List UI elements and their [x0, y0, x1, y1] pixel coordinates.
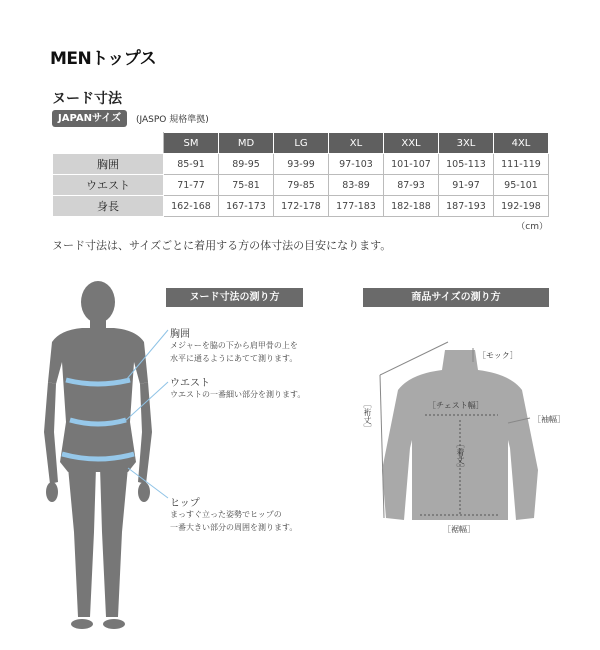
chest-desc-line2: 水平に通るようにあてて測ります。 — [170, 354, 298, 363]
table-cell: 192-198 — [494, 196, 549, 217]
table-cell: 95-101 — [494, 175, 549, 196]
size-header-row — [53, 133, 549, 154]
mock-label: ［モック］ — [478, 351, 518, 360]
body-length-label: ［着丈］ — [456, 440, 465, 472]
hip-label: ヒップ — [170, 498, 200, 509]
corner-cell — [53, 133, 164, 154]
size-col-header: SM — [164, 133, 219, 154]
table-cell: 162-168 — [164, 196, 219, 217]
table-cell: 89-95 — [219, 154, 274, 175]
table-cell: 79-85 — [274, 175, 329, 196]
waist-desc: ウエストの一番細い部分を測ります。 — [170, 390, 306, 399]
section-title: ヌード寸法 — [52, 91, 122, 107]
hip-desc-line2: 一番大きい部分の周囲を測ります。 — [170, 523, 298, 532]
measure-leader-lines — [120, 320, 175, 520]
chest-width-label: ［チェスト幅］ — [428, 401, 484, 410]
sleeve-length-label: ［裄丈］ — [363, 400, 372, 432]
nude-measure-header: ヌード寸法の測り方 — [166, 288, 303, 307]
table-row — [53, 196, 549, 217]
size-col-header: 3XL — [439, 133, 494, 154]
size-col-header: 4XL — [494, 133, 549, 154]
table-cell: 111-119 — [494, 154, 549, 175]
table-cell: 105-113 — [439, 154, 494, 175]
size-col-header: XXL — [384, 133, 439, 154]
hem-width-label: ［裾幅］ — [443, 525, 475, 534]
table-row — [53, 175, 549, 196]
waist-label: ウエスト — [170, 378, 210, 389]
table-cell: 93-99 — [274, 154, 329, 175]
row-header-waist: ウエスト — [53, 175, 164, 196]
table-cell: 87-93 — [384, 175, 439, 196]
hip-desc-line1: まっすぐ立った姿勢でヒップの — [170, 510, 282, 519]
table-cell: 75-81 — [219, 175, 274, 196]
table-cell: 83-89 — [329, 175, 384, 196]
size-table — [52, 132, 549, 217]
unit-label: （cm） — [516, 222, 548, 232]
chest-label: 胸囲 — [170, 329, 190, 340]
row-header-height: 身長 — [53, 196, 164, 217]
table-cell: 182-188 — [384, 196, 439, 217]
table-cell: 187-193 — [439, 196, 494, 217]
table-cell: 167-173 — [219, 196, 274, 217]
table-cell: 177-183 — [329, 196, 384, 217]
table-cell: 101-107 — [384, 154, 439, 175]
size-col-header: XL — [329, 133, 384, 154]
table-cell: 97-103 — [329, 154, 384, 175]
size-col-header: MD — [219, 133, 274, 154]
row-header-chest: 胸囲 — [53, 154, 164, 175]
sleeve-width-label: ［袖幅］ — [533, 415, 565, 424]
table-row — [53, 154, 549, 175]
size-standard-note: (JASPO 規格準拠) — [136, 115, 209, 125]
chest-desc-line1: メジャーを脇の下から肩甲骨の上を — [170, 341, 298, 350]
table-cell: 91-97 — [439, 175, 494, 196]
size-standard-badge: JAPANサイズ — [52, 110, 127, 127]
nude-size-note: ヌード寸法は、サイズごとに着用する方の体寸法の目安になります。 — [52, 239, 392, 252]
product-measure-header: 商品サイズの測り方 — [363, 288, 549, 307]
table-cell: 85-91 — [164, 154, 219, 175]
table-cell: 172-178 — [274, 196, 329, 217]
page-title: MENトップス — [50, 49, 157, 69]
size-col-header: LG — [274, 133, 329, 154]
table-cell: 71-77 — [164, 175, 219, 196]
